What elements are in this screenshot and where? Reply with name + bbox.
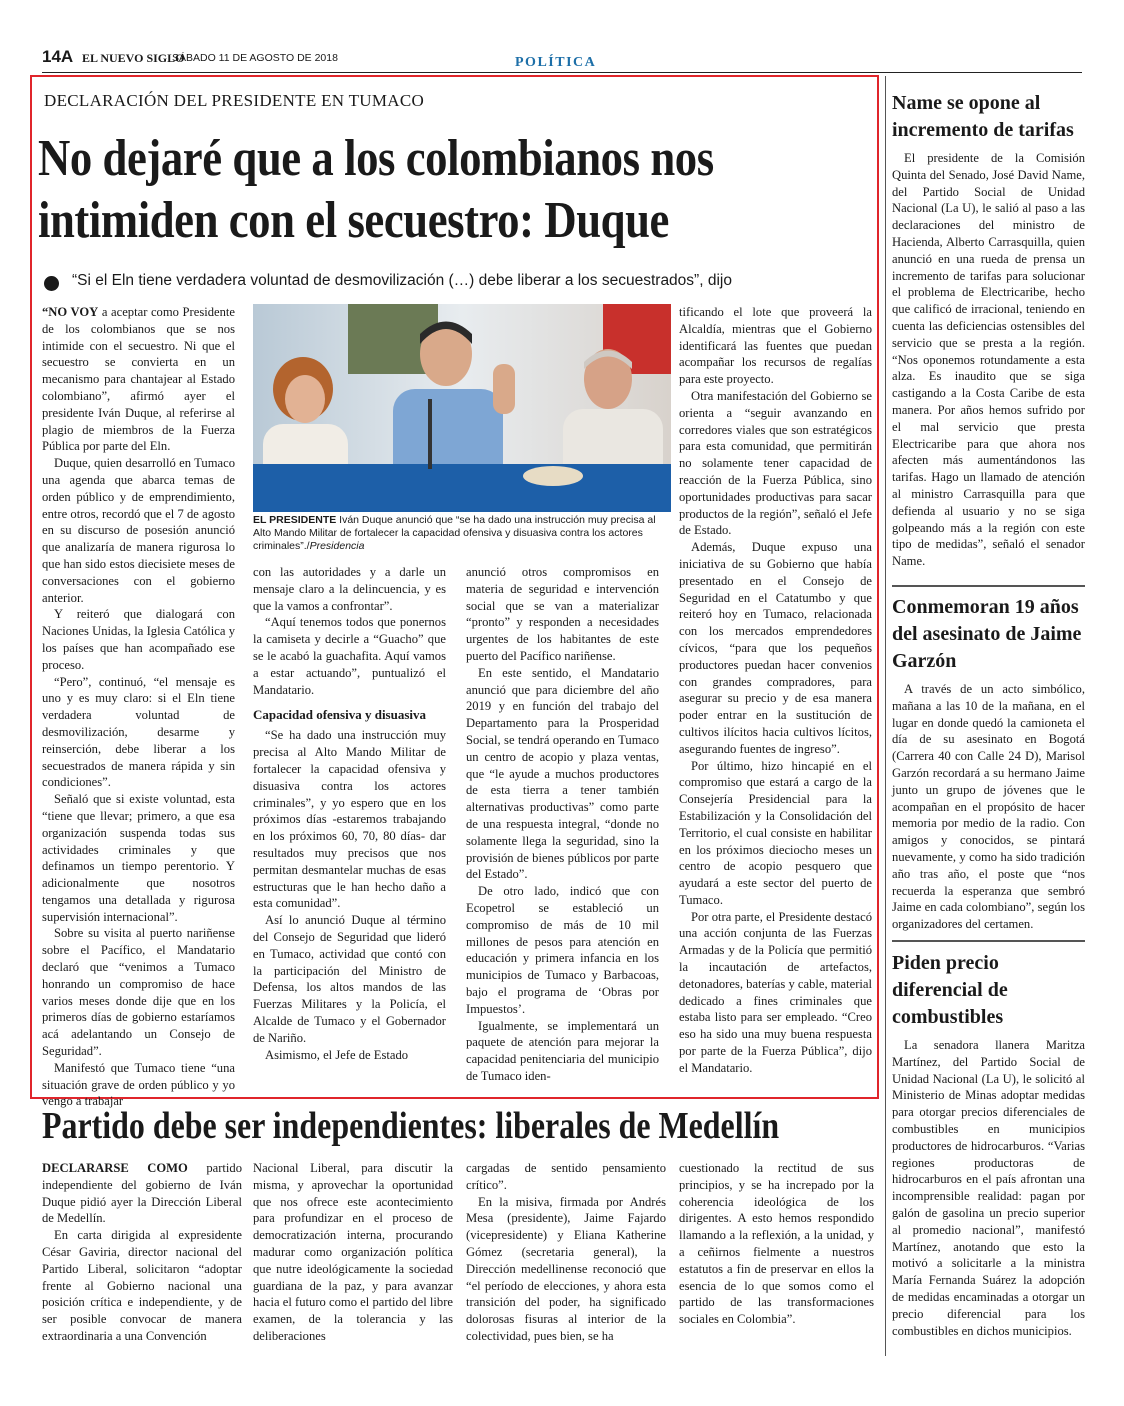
sidebar-rule: [892, 585, 1085, 587]
second-headline: Partido debe ser independientes: liberales de Medellín: [42, 1105, 780, 1147]
sidebar-divider: [885, 76, 886, 1356]
paragraph: Por último, hizo hincapié en el compromiso que estará a cargo de la Consejería Presidencial para la Estabilización y la Consolidación del Territorio, el cual consiste en habilitar en los próximos dieciocho meses un centro de acopio pesquero que ayudará a este sector del puerto de Tumaco.: [679, 758, 872, 907]
bullet-icon: [44, 276, 59, 291]
photo-credit: Presidencia: [309, 540, 365, 552]
paragraph: Además, Duque expuso una iniciativa de su Gobierno que había presentado en el Consejo de Seguridad en el Catatumbo y que reiteró hoy en Tumaco, relacionada con los mercados emprendedores cívicos, “para que los pequeños productores puedan hacer convenios con grandes compradores, para asegurar su precio y de esa manera poder entrar en la sustitución de cultivos ilícitos hacia cultivos lícitos, asegurando fuentes de ingreso”.: [679, 540, 872, 756]
main-headline: No dejaré que a los colombianos nos intimiden con el secuestro: Duque: [38, 130, 714, 249]
paragraph: Así lo anunció Duque al término del Consejo de Seguridad que lideró en Tumaco, actividad que contó con la participación del Ministro de Defensa, los altos mandos de las Fuerzas Militares y la Policía, el Alcalde de Tumaco y el Gobernador de Nariño.: [253, 913, 446, 1045]
sidebar-item-1: [892, 90, 1085, 570]
paragraph: Por otra parte, el Presidente destacó una acción conjunta de las Fuerzas Armadas y de la Policía que permitió la incautación de artefactos, detonadores, baterías y cable, material dedicado a fines criminales que estaba listo para ser empleado. “Creo eso ha sido una muy buena respuesta por parte de la Fuerza Pública”, dijo el Mandatario.: [679, 909, 873, 1075]
newspaper-name: EL NUEVO SIGLO: [82, 51, 185, 65]
main-column-2: [253, 564, 446, 1063]
paragraph: De otro lado, indicó que con Ecopetrol se estableció un compromiso de más de 10 mil millones de pesos para atención en educación y primera infancia en los municipios de Tumaco y Barbacoas, bajo el programa de ‘Obras por Impuestos’.: [466, 884, 659, 1016]
photo-caption: [253, 514, 671, 553]
edition-date: SÁBADO 11 DE AGOSTO DE 2018: [172, 52, 338, 64]
main-kicker: DECLARACIÓN DEL PRESIDENTE EN TUMACO: [44, 91, 425, 110]
page-number: 14A: [42, 47, 74, 66]
second-column-1: [42, 1160, 242, 1345]
paragraph: Nacional Liberal, para discutir la misma, y aprovechar la oportunidad que nos ofrece este acontecimiento para profundizar en el proceso de democratización interna, procurando madurar como organización política que nutre ideológicamente la sociedad guardiana de la paz, y para avanzar hacia el futuro como el partido del libre examen, de la tolerancia y las deliberaciones: [253, 1161, 453, 1343]
paragraph: Y reiteró que dialogará con Naciones Unidas, la Iglesia Católica y los países que han acompañado ese proceso.: [42, 607, 235, 672]
lead-in: “NO VOY: [42, 305, 99, 319]
header-rule: [42, 72, 1082, 73]
second-column-3: [466, 1160, 666, 1345]
paragraph: Sobre su visita al puerto nariñense sobre el Pacífico, el Mandatario declaró que “venimos a Tumaco honrando un compromiso de hace varios meses donde dije que en los primeros días de gobierno estaríamos acá adelantando un Consejo de Seguridad”.: [42, 926, 235, 1059]
paragraph: cuestionado la rectitud de sus principios, y se ha increpado por la coherencia ideológica de los dirigentes. A esto hemos respondido llamando a la reflexión, a la unidad, y a ceñirnos fielmente a nuestros estatutos a fin de preservar en ellos la esencia de lo que somos como el partido de las transformaciones sociales en Colombia”.: [679, 1161, 874, 1327]
section-label: POLÍTICA: [515, 55, 597, 70]
sidebar-item-2: [892, 594, 1085, 933]
paragraph: “Aquí tenemos todos que ponernos la camiseta y decirle a “Guacho” que se le acabó la guachafita. Aquí vamos a estar actuando”, puntualizó el Mandatario.: [253, 615, 446, 697]
second-column-4: [679, 1160, 874, 1328]
paragraph: a aceptar como Presidente de los colombianos que se nos intimide con el secuestro. Ni que el secuestro se convierta en un mecanismo para chantajear al Estado colombiano”, afirmó ayer el presidente Iván Duque, al referirse al plagio de miembros de la Fuerza Pública por parte del Eln.: [42, 305, 235, 454]
paragraph: A través de un acto simbólico, mañana a las 10 de la mañana, en el lugar en donde quedó la camioneta el día de su asesinato en Bogotá (Carrera 40 con Calle 24 D), Marisol Garzón recordará a su hermano Jaime junto un grupo de jóvenes que le acompañan en el propósito de hacer memoria por medio de la radio. Con amigos y conocidos, se pintará nuevamente, y como ha sido tradición año tras año, el poste que “nos recuerda la esperanza que sembró Jaime en cada colombiano”, según los organizadores del certamen.: [892, 682, 1085, 932]
caption-text: Iván Duque anunció que “se ha dado una instrucción muy precisa al Alto Mando Militar de fortalecer la capacidad ofensiva y disuasiva contra los actores criminales”./: [253, 514, 656, 552]
paragraph: con las autoridades y a darle un mensaje claro a la delincuencia, y es que la vamos a confrontar”.: [253, 565, 446, 613]
paragraph: “Se ha dado una instrucción muy precisa al Alto Mando Militar de fortalecer la capacidad ofensiva y disuasiva contra los actores criminales”, y yo espero que en los próximos días -estaremos trabajando en los próximos 60, 70, 80 días- dar resultados muy precisos que nos permitan desmantelar muchas de esas estructuras que le han hecho daño a esta comunidad”.: [253, 728, 446, 911]
main-column-4: [679, 304, 872, 1077]
caption-lead: EL PRESIDENTE: [253, 514, 337, 526]
main-column-1: [42, 304, 235, 1110]
sidebar-rule: [892, 940, 1085, 942]
sidebar-body: [892, 150, 1085, 570]
lead-in: DECLARARSE COMO: [42, 1161, 188, 1175]
paragraph: El presidente de la Comisión Quinta del Senado, José David Name, del Partido Social de Unidad Nacional (La U), le salió al paso a las declaraciones del ministro de Hacienda, Alberto Carrasquilla, quien anunció en una rueda de prensa un incremento de tarifas para solucionar el problema de Electricaribe, hecho que calificó de irracional, teniendo en cuenta las deficiencias ostensibles del servicio que se presta a la región. “Nos oponemos rotundamente a esta alza. Es inaudito que se siga castigando a la Costa Caribe de esta manera. Por años hemos sufrido por el mal servicio que presta Electricaribe para que ahora nos afecten más aumentándonos las tarifas. Hago un llamado de atención al ministro Carrasquilla para que defienda al usuario y no se siga golpeando más a la región con este tipo de medidas”, señaló el senador Name.: [892, 151, 1085, 569]
paragraph: “Pero”, continuó, “el mensaje es uno y es muy claro: si el Eln tiene verdadera voluntad de desmovilización, desarme y reinserción, debe liberar a los secuestrados de manera rápida y sin condiciones”.: [42, 674, 235, 790]
sidebar-headline: Conmemoran 19 años del asesinato de Jaime Garzón: [892, 596, 1082, 672]
paragraph: La senadora llanera Maritza Martínez, del Partido Social de Unidad Nacional (La U), le solicitó al Ministerio de Minas adoptar medidas para otorgar precios diferenciales de combustibles en municipios productores de hidrocarburos. “Varias regiones productoras de hidrocarburos en el país afrontan una incomprensible realidad: pagan por galón de gasolina un precio superior al promedio nacional”, manifestó Martínez, anotando que esto la motivó a solicitarle a la ministra María Fernanda Suárez la adopción de medidas encaminadas a otorgar un precio diferencial para los combustibles en dichos municipios.: [892, 1038, 1085, 1338]
president-photo: [253, 304, 671, 512]
second-column-2: [253, 1160, 453, 1345]
photo-illustration: [253, 304, 671, 512]
paragraph: En carta dirigida al expresidente César Gaviria, director nacional del Partido Liberal, solicitaron “adoptar frente al Gobierno nacional una posición crítica e independiente, y de ser posible convocar de manera extraordinaria a una Convención: [42, 1228, 242, 1343]
paragraph: cargadas de sentido pensamiento crítico”.: [466, 1161, 666, 1192]
sidebar-body: [892, 681, 1085, 933]
main-column-3: [466, 564, 659, 1085]
sidebar-body: [892, 1037, 1085, 1339]
paragraph: partido independiente del gobierno de Iván Duque pidió ayer la Dirección Liberal de Medellín.: [42, 1161, 243, 1226]
paragraph: Asimismo, el Jefe de Estado: [265, 1047, 409, 1062]
paragraph: En la misiva, firmada por Andrés Mesa (presidente), Jaime Fajardo (vicepresidente) y Eliana Katherine Gómez (secretaria general), la Dirección medellinense reconoció que “el período de elecciones, y ahora esta transición del poder, ha significado dolorosas fisuras al interior de la colectividad, pues bien, se ha: [466, 1194, 666, 1343]
subheading: Capacidad ofensiva y disuasiva: [253, 707, 427, 723]
paragraph: Manifestó que Tumaco tiene “una situación grave de orden público y yo vengo a trabajar: [42, 1060, 235, 1109]
paragraph: Duque, quien desarrolló en Tumaco una agenda que abarca temas de orden público y de emprendimiento, entre otros, recordó que el 7 de agosto en su discurso de posesión anunció que analizaría de manera rigurosa lo que han sido estos diecisiete meses de conversaciones con el gobierno anterior.: [42, 456, 235, 605]
sidebar-headline: Piden precio diferencial de combustibles: [892, 952, 1008, 1028]
main-dek: “Si el Eln tiene verdadera voluntad de desmovilización (…) debe liberar a los secuestrados”, dijo: [72, 272, 732, 289]
paragraph: En este sentido, el Mandatario anunció que para diciembre del año 2019 y en función del trabajo del Departamento para la Prosperidad Social, se tendrá operando en Tumaco un centro de acopio y plaza ventas, que “le ayude a muchos productores de esta tierra a tener también alternativas productivas” como parte de una respuesta integral, “donde no solamente llega la seguridad, sino la provisión de bienes públicos por parte del Estado”.: [466, 665, 659, 882]
paragraph: Otra manifestación del Gobierno se orienta a “seguir avanzando en corredores viales que son estratégicos para esta comunidad, que permitirán no solamente tener capacidad de reacción de la Fuerza Pública, sino oportunidades productivas para sacar productos de la región”, señaló el Jefe de Estado.: [679, 388, 872, 538]
paragraph: Señaló que si existe voluntad, esta “tiene que llevar; primero, a que esa organización suspenda todas sus actividades criminales y que definamos un tiempo perentorio. Y adicionalmente que nosotros tengamos una detallada y rigurosa supervisión internacional”.: [42, 792, 235, 924]
paragraph: tificando el lote que proveerá la Alcaldía, mientras que el Gobierno identificará las fuentes que puedan acompañar los recursos de regalías para este proyecto.: [679, 305, 872, 387]
sidebar-headline: Name se opone al incremento de tarifas: [892, 92, 1074, 141]
sidebar-item-3: [892, 950, 1085, 1339]
paragraph: anunció otros compromisos en materia de seguridad e intervención social que se van a materializar “pronto” y responden a necesidades urgentes de los habitantes de este puerto del Pacífico nariñense.: [466, 565, 659, 663]
paragraph: Igualmente, se implementará un paquete de atención para mejorar la capacidad penitenciaria del municipio de Tumaco iden-: [466, 1018, 659, 1083]
